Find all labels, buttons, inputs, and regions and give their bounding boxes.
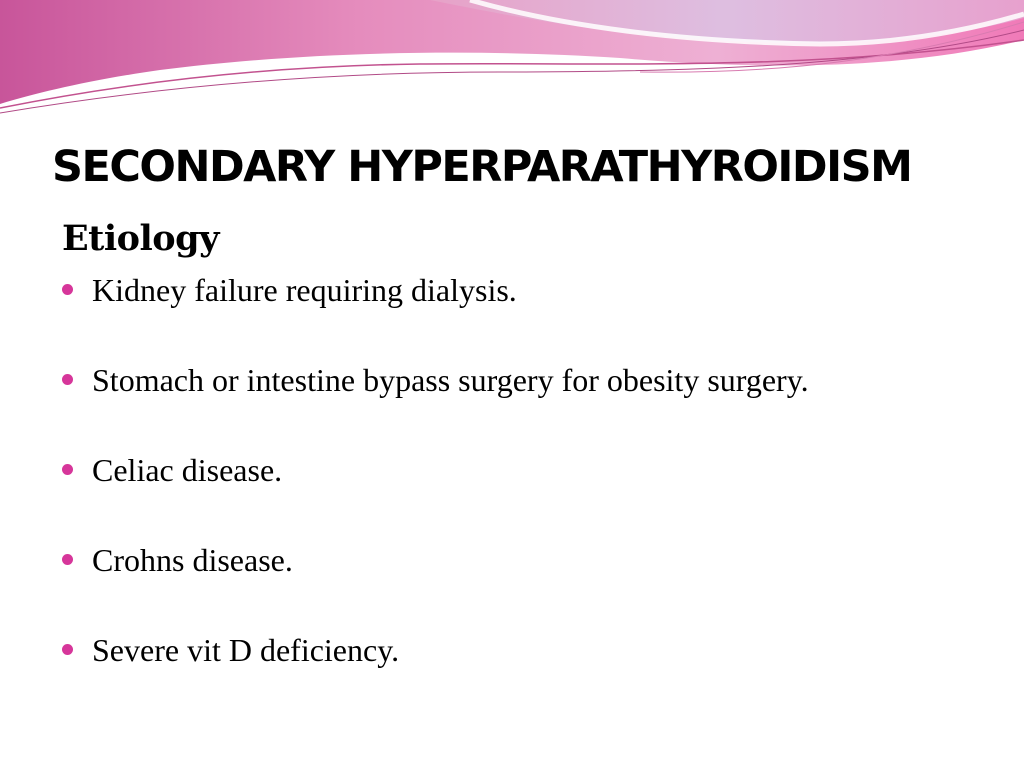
bullet-text: Stomach or intestine bypass surgery for obesity surgery.: [92, 362, 809, 398]
bullet-dot-icon: [62, 284, 73, 295]
slide-title: SECONDARY HYPERPARATHYROIDISM: [52, 142, 912, 192]
bullet-text: Crohns disease.: [92, 542, 293, 578]
bullet-dot-icon: [62, 464, 73, 475]
bullet-dot-icon: [62, 644, 73, 655]
bullet-text: Kidney failure requiring dialysis.: [92, 272, 517, 308]
header-wave-decoration: [0, 0, 1024, 120]
section-heading: Etiology: [62, 218, 219, 259]
bullet-dot-icon: [62, 554, 73, 565]
bullet-dot-icon: [62, 374, 73, 385]
bullet-text: Severe vit D deficiency.: [92, 632, 400, 668]
bullet-text: Celiac disease.: [92, 452, 283, 488]
